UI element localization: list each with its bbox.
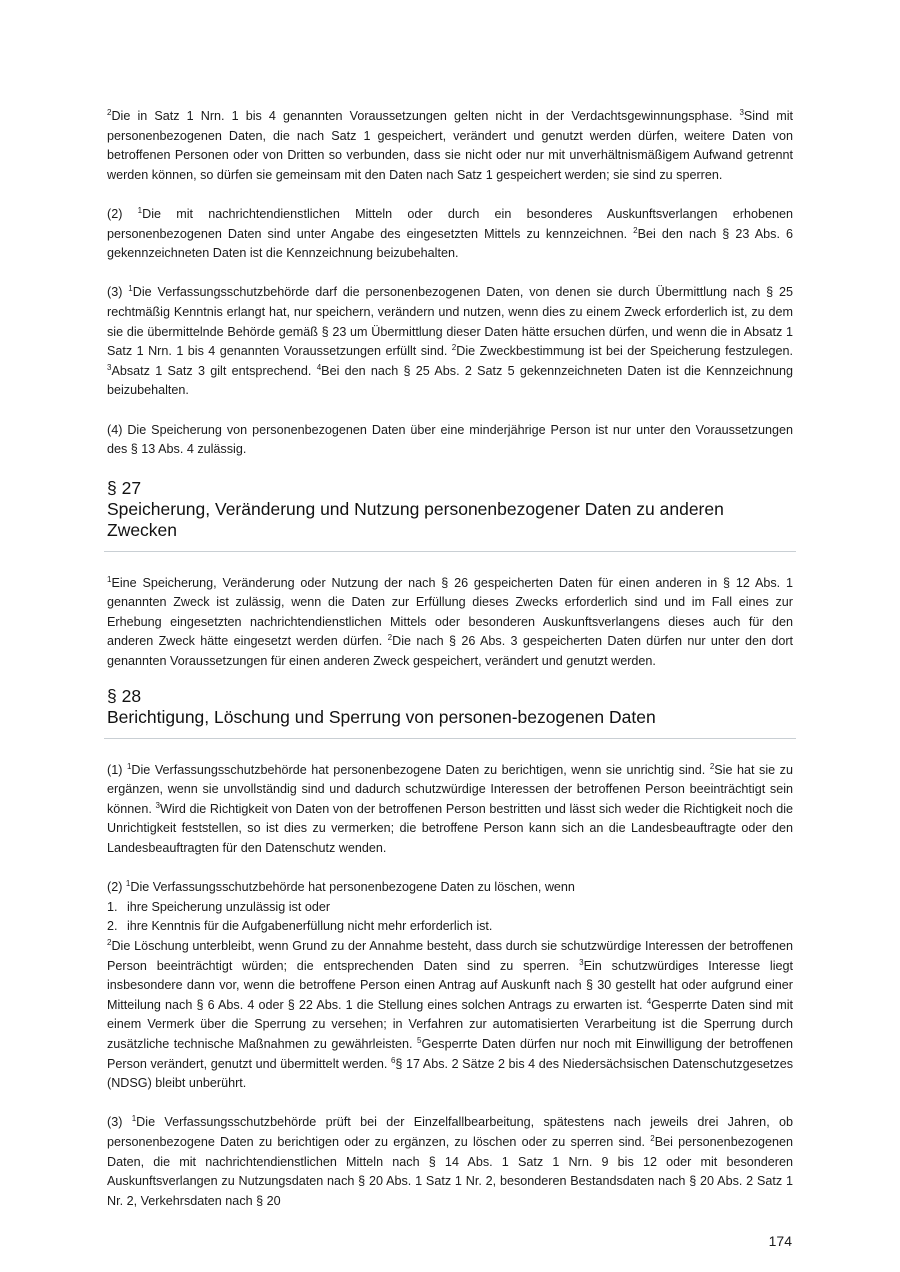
section-title: Speicherung, Veränderung und Nutzung personenbezogener Daten zu anderen Zwecken [107, 498, 724, 540]
paragraph-s28-abs2-intro [107, 878, 793, 898]
sentence-text: Bei den nach § 25 Abs. 2 Satz 5 gekennzeichneten Daten ist die Kennzeichnung beizubehalten. [107, 363, 793, 398]
section-title: Berichtigung, Löschung und Sperrung von personen-bezogenen Daten [107, 706, 656, 727]
paragraph-abs3 [107, 283, 793, 401]
list-item-text: ihre Speicherung unzulässig ist oder [127, 899, 331, 914]
paragraph-label: (3) [107, 1115, 123, 1130]
sentence-marker: 1 [137, 205, 143, 215]
page-number: 174 [768, 1233, 792, 1249]
paragraph-abs4: (4) Die Speicherung von personenbezogenen Daten über eine minderjährige Person ist nur unter den Voraussetzungen des § 13 Abs. 4 zulässig. [107, 422, 793, 457]
sentence-text: Die Löschung unterbleibt, wenn Grund zu der Annahme besteht, dass durch sie schutzwürdige Interessen der betroffenen Person beeinträchtigt würden; die entsprechenden Daten sind zu sperren. [107, 939, 793, 973]
sentence-text: Bei den nach § 23 Abs. 6 gekennzeichneten Daten ist die Kennzeichnung beizubehalten. [107, 226, 793, 261]
sentence-marker: 1 [128, 284, 133, 294]
paragraph-s28-abs3 [107, 1113, 793, 1211]
list-item [107, 917, 793, 937]
sentence-text: Absatz 1 Satz 3 gilt entsprechend. [111, 363, 312, 378]
paragraph-label: (2) [107, 880, 123, 895]
sentence-marker: 3 [579, 957, 584, 967]
sentence-text: § 17 Abs. 2 Sätze 2 bis 4 des Niedersächsischen Datenschutzgesetzes (NDSG) bleibt unberührt. [107, 1056, 794, 1091]
numbered-list [107, 898, 793, 937]
sentence-marker: 6 [390, 1055, 396, 1065]
sentence-marker: 2 [451, 343, 457, 353]
paragraph-s28-abs1 [107, 761, 793, 859]
sentence-text: Die Verfassungsschutzbehörde prüft bei der Einzelfallbearbeitung, spätestens nach jeweils drei Jahren, ob personenbezogene Daten zu berichtigen oder zu ergänzen, zu löschen oder zu sperren sind. [107, 1115, 794, 1149]
sentence-text: Die Verfassungsschutzbehörde darf die personenbezogenen Daten, von denen sie durch Übermittlung nach § 25 rechtmäßig Kenntnis erlangt hat, nur speichern, verändern und nutzen, wenn dies zu einem Zweck erforderlich ist, zu dem sie die übermittelnde Behörde gemäß § 23 um Übermittlung dieser Daten hätte ersuchen dürfen, und wenn die in Absatz 1 Satz 1 Nrn. 1 bis 4 genannten Voraussetzungen erfüllt sind. [107, 285, 793, 359]
sentence-marker: 2 [633, 225, 638, 235]
sentence-text: Gesperrte Daten sind mit einem Vermerk über die Sperrung zu versehen; in Verfahren zur automatisierten Verarbeitung ist die Sperrung durch zusätzliche technische Maßnahmen zu gewährleisten. [107, 997, 793, 1051]
sentence-text: Ein schutzwürdiges Interesse liegt insbesondere dann vor, wenn die betroffene Person einen Antrag auf Auskunft nach § 30 gestellt hat oder aufgrund einer Mitteilung nach § 6 Abs. 4 oder § 22 Abs. 1 die Stellung eines solchen Antrags zu erwarten ist. [107, 958, 794, 1012]
list-item-number: 1. [107, 899, 118, 914]
sentence-text: Die Verfassungsschutzbehörde hat personenbezogene Daten zu löschen, wenn [130, 880, 575, 895]
sentence-marker: 2 [387, 633, 393, 643]
sentence-text: Die Zweckbestimmung ist bei der Speicherung festzulegen. [456, 344, 793, 359]
sentence-text: Wird die Richtigkeit von Daten von der betroffenen Person bestritten und lässt sich weder die Richtigkeit noch die Unrichtigkeit feststellen, so ist dies zu vermerken; die betroffene Person kann sich an die Landesbeauftragte oder den Landesbeauftragten für den Datenschutz wenden. [107, 801, 793, 856]
sentence-marker: 1 [107, 574, 112, 584]
paragraph-label: (2) [107, 206, 123, 221]
sentence-text: Sie hat sie zu ergänzen, wenn sie unvollständig sind und dadurch schutzwürdige Interessen der betroffenen Person beeinträchtigt sein können. [107, 762, 793, 816]
section-divider [104, 738, 796, 739]
paragraph-intro [107, 107, 793, 185]
sentence-marker: 1 [125, 879, 131, 889]
paragraph-label: (1) [107, 762, 123, 777]
sentence-marker: 5 [417, 1035, 422, 1045]
document-body [107, 107, 793, 1211]
paragraph-label: (3) [107, 285, 123, 300]
sentence-marker: 4 [316, 362, 322, 372]
section-heading-27 [107, 478, 793, 541]
sentence-marker: 4 [646, 996, 652, 1006]
sentence-marker: 2 [650, 1133, 655, 1143]
section-divider [104, 551, 796, 552]
sentence-marker: 1 [131, 1114, 137, 1124]
sentence-text: Eine Speicherung, Veränderung oder Nutzung der nach § 26 gespeicherten Daten für einen anderen in § 12 Abs. 1 genannten Zweck ist zulässig, wenn die Daten zur Erfüllung dieses Zwecks erforderlich sind und im Fall eines zur Erhebung eingesetzten nachrichtendienstlichen Mittels oder besonderen Auskunftsverlangens dieses auch für den anderen Zweck hätte eingesetzt werden dürfen. [107, 575, 793, 649]
section-number: § 27 [107, 477, 142, 498]
sentence-text: Sind mit personenbezogenen Daten, die nach Satz 1 gespeichert, verändert und genutzt werden dürfen, weitere Daten von betroffenen Personen oder von Dritten so verbunden, dass sie nicht oder nur mit unverhältnismäßigem Aufwand getrennt werden können, so dürfen sie gemeinsam mit den Daten nach Satz 1 gespeichert werden; sie sind zu sperren. [107, 109, 793, 182]
sentence-text: Gesperrte Daten dürfen nur noch mit Einwilligung der betroffenen Person verändert, genutzt und übermittelt werden. [107, 1036, 793, 1071]
paragraph-s28-abs2-rest [107, 937, 793, 1094]
sentence-marker: 3 [107, 362, 112, 372]
paragraph-s27 [107, 574, 793, 672]
section-number: § 28 [107, 685, 142, 706]
sentence-text: Bei personenbezogenen Daten, die mit nachrichtendienstlichen Mitteln nach § 14 Abs. 1 Satz 1 Nrn. 9 bis 12 oder mit besonderen Auskunftsverlangen zu Nutzungsdaten nach § 20 Abs. 1 Satz 1 Nr. 2, besonderen Bestandsdaten nach § 20 Abs. 2 Satz 1 Nr. 2, Verkehrsdaten nach § 20 [107, 1134, 794, 1208]
sentence-marker: 2 [709, 761, 715, 771]
sentence-marker: 1 [126, 761, 132, 771]
section-heading-28 [107, 686, 793, 728]
list-item-number: 2. [107, 919, 118, 934]
list-item-text: ihre Kenntnis für die Aufgabenerfüllung nicht mehr erforderlich ist. [127, 919, 493, 934]
sentence-text: Die in Satz 1 Nrn. 1 bis 4 genannten Voraussetzungen gelten nicht in der Verdachtsgewinnungsphase. [111, 109, 733, 123]
sentence-marker: 3 [739, 108, 744, 117]
sentence-marker: 2 [107, 108, 112, 117]
sentence-marker: 2 [107, 938, 112, 947]
sentence-marker: 3 [155, 800, 160, 810]
sentence-text: Die mit nachrichtendienstlichen Mitteln oder durch ein besonderes Auskunftsverlangen erhobenen personenbezogenen Daten sind unter Angabe des eingesetzten Mittels zu kennzeichnen. [107, 206, 793, 241]
list-item [107, 898, 793, 918]
paragraph-abs2 [107, 205, 793, 264]
sentence-text: Die Verfassungsschutzbehörde hat personenbezogene Daten zu berichtigen, wenn sie unrichtig sind. [131, 762, 706, 777]
sentence-text: Die nach § 26 Abs. 3 gespeicherten Daten dürfen nur unter den dort genannten Voraussetzungen für einen anderen Zweck gespeichert, verändert und genutzt werden. [107, 634, 794, 669]
